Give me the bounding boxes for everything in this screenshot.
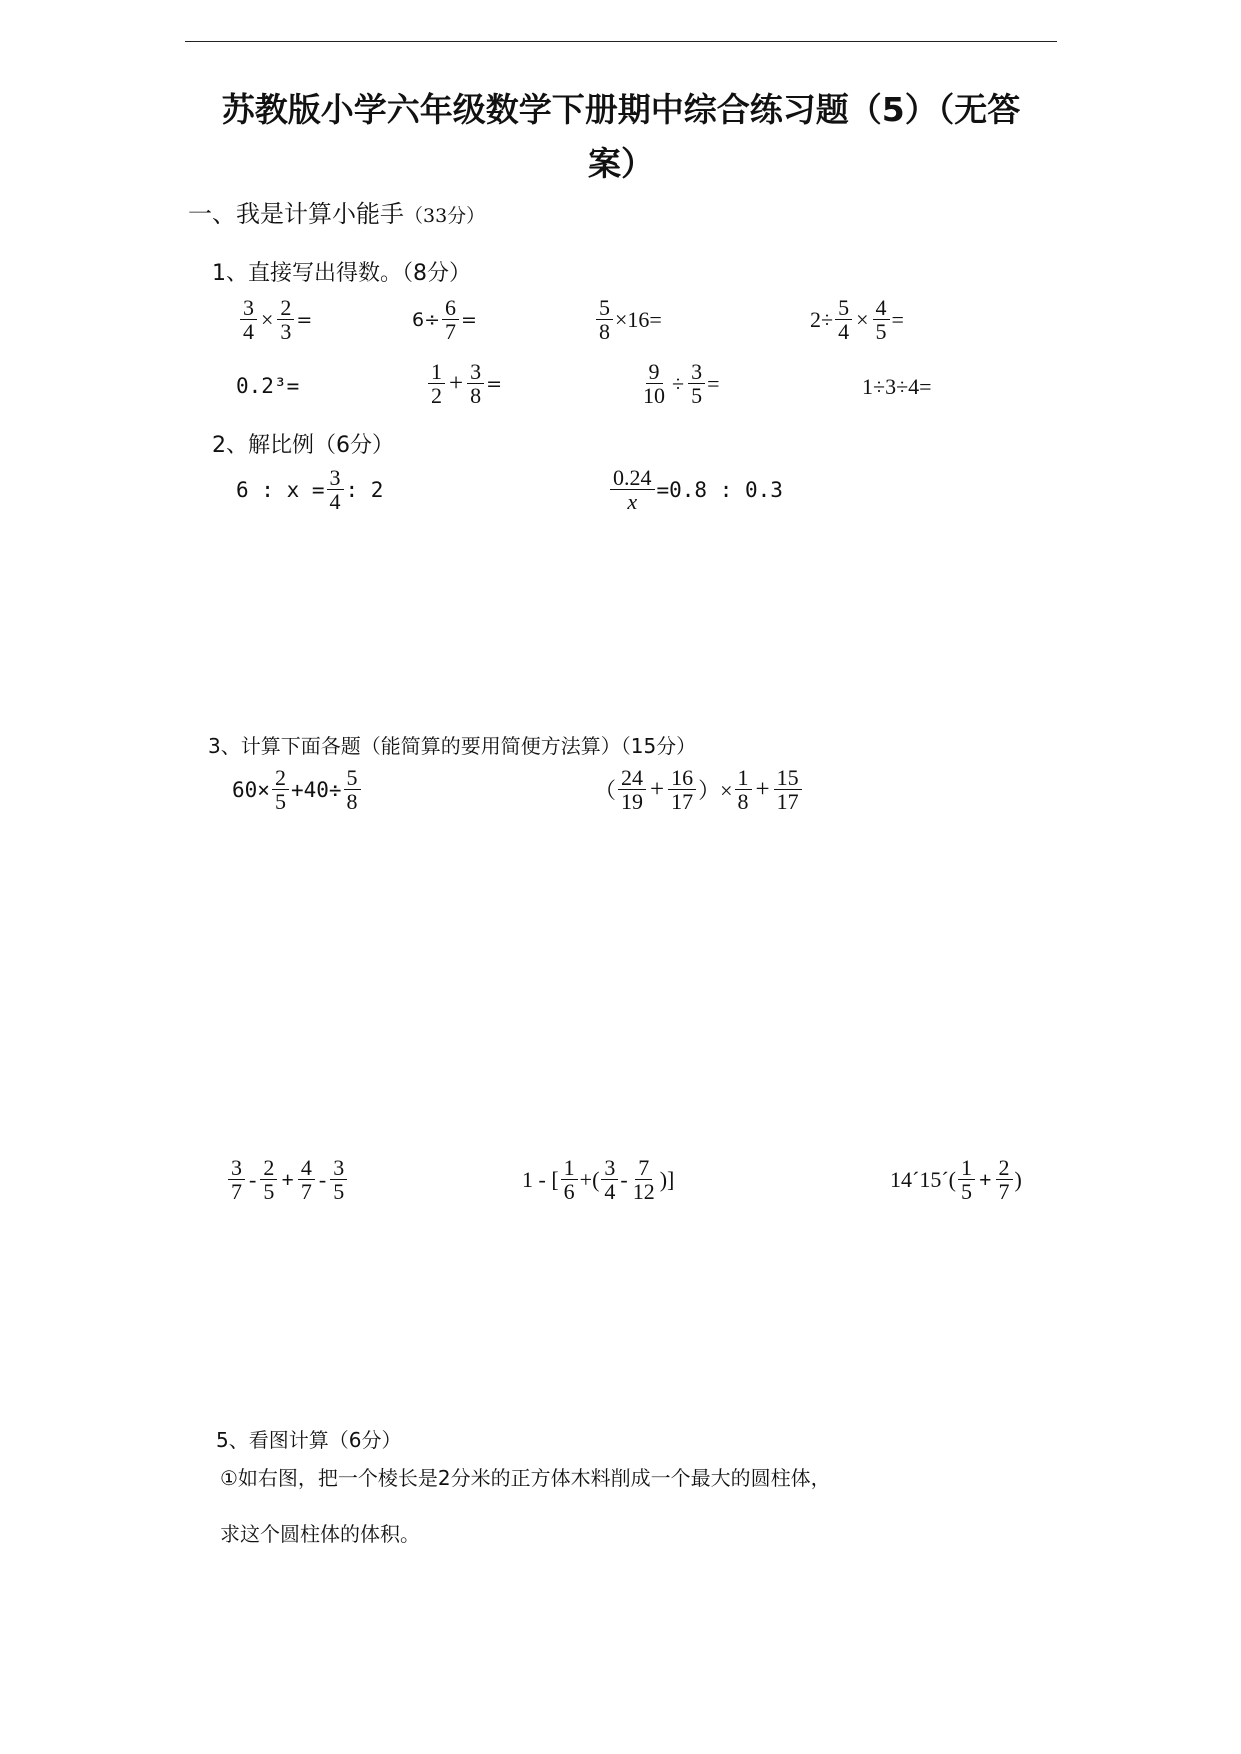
denominator: 4 bbox=[243, 319, 254, 345]
operator: × bbox=[856, 306, 869, 332]
denominator: 12 bbox=[632, 1179, 655, 1205]
expr-lead: 6÷ bbox=[412, 308, 441, 331]
equals: = bbox=[707, 370, 720, 396]
numerator: 2 bbox=[272, 766, 289, 790]
numerator: 16 bbox=[668, 766, 696, 790]
expr-lead: 14´15´( bbox=[890, 1166, 956, 1192]
numerator: 4 bbox=[873, 296, 890, 320]
numerator: 3 bbox=[688, 360, 705, 384]
section-1-label: 一、我是计算小能手 bbox=[188, 200, 404, 228]
operator: + bbox=[281, 1166, 294, 1192]
denominator: 4 bbox=[838, 319, 850, 345]
numerator: 2 bbox=[996, 1156, 1013, 1180]
close-paren: ）× bbox=[698, 778, 733, 804]
denominator: 17 bbox=[671, 789, 694, 815]
denominator: 17 bbox=[776, 789, 799, 815]
numerator: 1 bbox=[735, 766, 752, 790]
numerator: 5 bbox=[835, 296, 852, 320]
equals: = bbox=[461, 308, 477, 331]
q5-text-line2: 求这个圆柱体的体积。 bbox=[220, 1522, 420, 1546]
expr-tail: : 2 bbox=[345, 477, 384, 502]
section-1-heading bbox=[188, 194, 485, 229]
denominator: 8 bbox=[599, 319, 610, 345]
q2-item-2 bbox=[608, 466, 783, 513]
numerator: 2 bbox=[260, 1156, 277, 1180]
numerator: 3 bbox=[601, 1156, 618, 1180]
numerator: 15 bbox=[774, 766, 802, 790]
denominator: 8 bbox=[737, 789, 749, 815]
q3-item-4 bbox=[522, 1156, 674, 1203]
numerator: 2 bbox=[277, 296, 294, 320]
operator: ÷ bbox=[672, 370, 685, 396]
q5-heading: 5、看图计算（6分） bbox=[216, 1428, 402, 1452]
close-bracket: )] bbox=[659, 1166, 675, 1192]
denominator: 4 bbox=[329, 489, 341, 515]
page-title-line2: 案） bbox=[588, 144, 654, 183]
operator: + bbox=[978, 1166, 992, 1192]
equals: = bbox=[891, 306, 904, 332]
numerator: 3 bbox=[327, 466, 344, 490]
q3-item-1 bbox=[232, 766, 363, 813]
denominator: 5 bbox=[263, 1179, 275, 1205]
numerator: 4 bbox=[298, 1156, 315, 1180]
expr-lead: 2÷ bbox=[810, 306, 834, 332]
equals: = bbox=[486, 372, 503, 395]
q3-item-3 bbox=[226, 1156, 349, 1203]
numerator: 5 bbox=[596, 296, 613, 320]
expr-lead: 6 : x = bbox=[236, 477, 325, 502]
denominator: 5 bbox=[691, 383, 703, 409]
denominator: 7 bbox=[300, 1179, 312, 1205]
denominator: 6 bbox=[563, 1179, 575, 1205]
q3-item-5 bbox=[890, 1156, 1022, 1203]
open-paren: （ bbox=[594, 778, 617, 804]
expr-lead: 60× bbox=[232, 777, 270, 802]
q3-item-2 bbox=[594, 766, 804, 813]
expr-mid: +40÷ bbox=[290, 777, 342, 802]
expr-tail: =0.8 : 0.3 bbox=[656, 477, 783, 502]
operator: - bbox=[318, 1166, 327, 1192]
denominator: 7 bbox=[998, 1179, 1010, 1205]
q2-heading: 2、解比例（6分） bbox=[212, 433, 394, 458]
operator: +( bbox=[579, 1166, 600, 1192]
q5-text-line1: ①如右图，把一个棱长是2分米的正方体木料削成一个最大的圆柱体， bbox=[220, 1466, 831, 1490]
header-rule bbox=[185, 41, 1057, 42]
q1-item-6 bbox=[426, 360, 502, 407]
numerator: 5 bbox=[344, 766, 361, 790]
denominator: 5 bbox=[333, 1179, 345, 1205]
page-title-line1: 苏教版小学六年级数学下册期中综合练习题（5）（无答 bbox=[221, 90, 1021, 129]
denominator: 2 bbox=[431, 383, 442, 409]
q1-item-7 bbox=[638, 360, 720, 407]
numerator: 24 bbox=[618, 766, 646, 790]
operator: + bbox=[755, 775, 770, 803]
close-paren: ) bbox=[1014, 1166, 1022, 1192]
q1-item-2 bbox=[412, 296, 477, 343]
numerator: 6 bbox=[442, 296, 459, 320]
denominator: 7 bbox=[445, 319, 457, 345]
q1-item-8 bbox=[862, 374, 932, 400]
q3-heading: 3、计算下面各题（能简算的要用简便方法算）（15分） bbox=[208, 734, 697, 758]
numerator: 1 bbox=[958, 1156, 975, 1180]
denominator: 5 bbox=[274, 789, 286, 815]
denominator: x bbox=[627, 489, 638, 515]
numerator: 1 bbox=[561, 1156, 578, 1180]
q2-item-1 bbox=[236, 466, 383, 513]
numerator: 9 bbox=[646, 360, 663, 384]
equals: = bbox=[296, 308, 313, 331]
operator: × bbox=[261, 306, 274, 332]
denominator: 10 bbox=[643, 383, 665, 409]
operator: - bbox=[620, 1166, 628, 1192]
operator: + bbox=[449, 369, 464, 397]
numerator: 3 bbox=[240, 296, 257, 320]
expr-lead: 1 - [ bbox=[522, 1166, 559, 1192]
numerator: 3 bbox=[467, 360, 484, 384]
denominator: 7 bbox=[231, 1179, 242, 1205]
operator: - bbox=[249, 1166, 257, 1192]
expr-tail: ×16= bbox=[615, 306, 662, 332]
expr-text: 1÷3÷4= bbox=[862, 374, 932, 399]
operator: + bbox=[650, 775, 665, 803]
denominator: 19 bbox=[621, 789, 644, 815]
q1-heading: 1、直接写出得数。（8分） bbox=[212, 261, 471, 286]
denominator: 3 bbox=[280, 319, 292, 345]
numerator: 0.24 bbox=[610, 466, 655, 490]
denominator: 5 bbox=[875, 319, 887, 345]
denominator: 8 bbox=[470, 383, 482, 409]
q1-item-3 bbox=[594, 296, 662, 343]
q1-item-1 bbox=[238, 296, 312, 343]
denominator: 5 bbox=[960, 1179, 972, 1205]
numerator: 3 bbox=[228, 1156, 245, 1180]
q1-item-4 bbox=[810, 296, 904, 343]
q1-item-5: 0.2³= bbox=[236, 374, 300, 398]
denominator: 4 bbox=[604, 1179, 616, 1205]
denominator: 8 bbox=[346, 789, 358, 815]
numerator: 1 bbox=[428, 360, 445, 384]
numerator: 3 bbox=[330, 1156, 347, 1180]
numerator: 7 bbox=[635, 1156, 652, 1180]
section-1-score: （33分） bbox=[404, 205, 486, 227]
